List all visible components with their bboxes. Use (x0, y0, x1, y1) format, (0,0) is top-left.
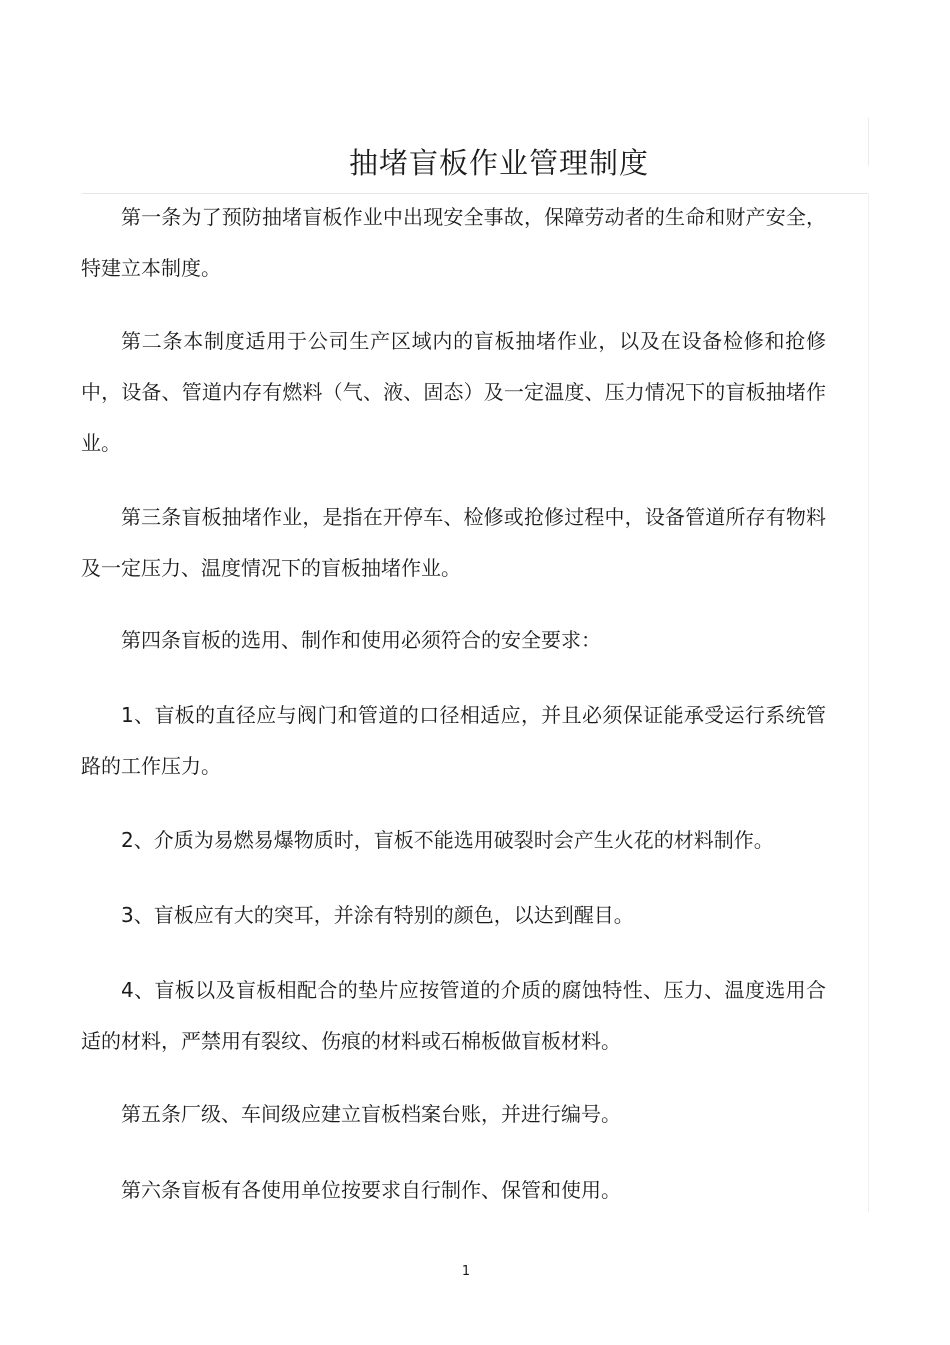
paragraph-article-5: 第五条厂级、车间级应建立盲板档案台账，并进行编号。 (121, 1102, 621, 1126)
paragraph-article-2: 第二条本制度适用于公司生产区域内的盲板抽堵作业，以及在设备检修和抢修中，设备、管道内存有燃料（气、液、固态）及一定温度、压力情况下的盲板抽堵作业。 (81, 329, 826, 455)
paragraph-article-6: 第六条盲板有各使用单位按要求自行制作、保管和使用。 (121, 1178, 621, 1202)
document-title: 抽堵盲板作业管理制度 (348, 146, 649, 181)
list-item-2: 2、介质为易燃易爆物质时，盲板不能选用破裂时会产生火花的材料制作。 (121, 828, 774, 852)
list-item-1: 1、盲板的直径应与阀门和管道的口径相适应，并且必须保证能承受运行系统管路的工作压力。 (81, 703, 826, 778)
page-number: 1 (461, 1264, 471, 1279)
list-item-3: 3、盲板应有大的突耳，并涂有特别的颜色，以达到醒目。 (121, 903, 634, 927)
paragraph-article-4: 第四条盲板的选用、制作和使用必须符合的安全要求： (121, 628, 601, 652)
list-item-4: 4、盲板以及盲板相配合的垫片应按管道的介质的腐蚀特性、压力、温度选用合适的材料，严禁用有裂纹、伤痕的材料或石棉板做盲板材料。 (81, 978, 826, 1053)
paragraph-article-1: 第一条为了预防抽堵盲板作业中出现安全事故，保障劳动者的生命和财产安全，特建立本制度。 (81, 205, 826, 280)
paragraph-article-3: 第三条盲板抽堵作业，是指在开停车、检修或抢修过程中，设备管道所存有物料及一定压力、温度情况下的盲板抽堵作业。 (81, 505, 826, 580)
margin-divider (868, 194, 869, 1212)
